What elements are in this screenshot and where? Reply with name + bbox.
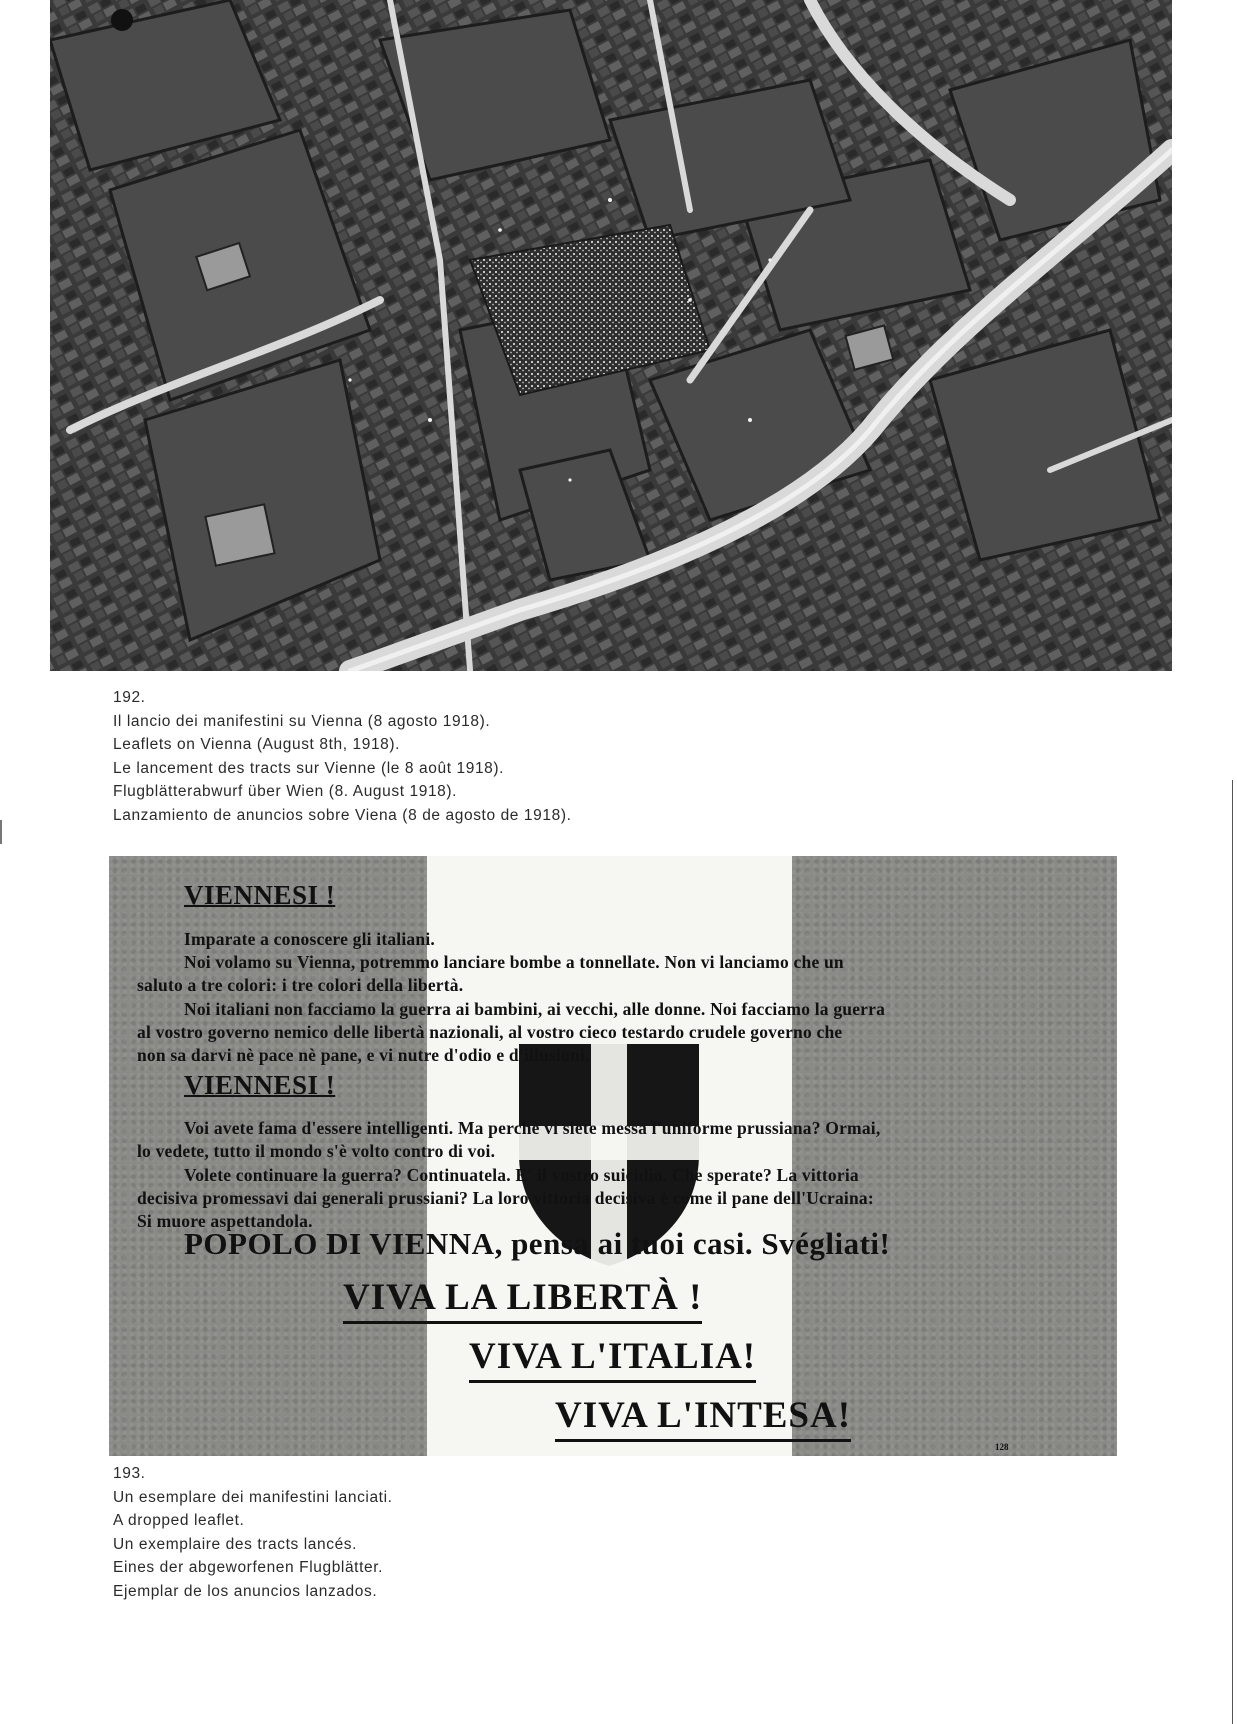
page-edge-rule xyxy=(1232,780,1233,1724)
leaflet-text-line: Si muore aspettandola. xyxy=(137,1211,313,1231)
leaflet-slogan-viva-intesa: VIVA L'INTESA! xyxy=(555,1394,851,1442)
page-edge-mark xyxy=(0,820,2,844)
figure-number: 193. xyxy=(113,1465,146,1482)
caption-line-english: Leaflets on Vienna (August 8th, 1918). xyxy=(113,736,401,753)
leaflet-text-line: Imparate a conoscere gli italiani. xyxy=(184,929,435,949)
caption-line-english: A dropped leaflet. xyxy=(113,1512,245,1529)
leaflet-text-line: non sa darvi nè pace nè pane, e vi nutre d'odio e d'illusioni. xyxy=(137,1045,590,1065)
leaflet-text-line: Voi avete fama d'essere intelligenti. Ma perchè vi siete messa l'uniforme prussiana? Ormai, xyxy=(184,1118,881,1138)
aerial-photograph-vienna xyxy=(50,0,1172,671)
leaflet-text-line: Volete continuare la guerra? Continuatela. E' il vostro suicidio. Che sperate? La vittoria xyxy=(184,1165,859,1185)
leaflet-reproduction xyxy=(109,856,1117,1456)
caption-line-spanish: Ejemplar de los anuncios lanzados. xyxy=(113,1582,378,1600)
caption-line-german: Eines der abgeworfenen Flugblätter. xyxy=(113,1559,384,1576)
leaflet-heading-viennesi-2: VIENNESI ! xyxy=(184,1070,336,1100)
leaflet-text-line: lo vedete, tutto il mondo s'è volto contro di voi. xyxy=(137,1141,496,1161)
leaflet-text-line: decisiva promessavi dai generali prussiani? La loro vittoria decisiva è come il pane dell'Ucraina: xyxy=(137,1188,874,1208)
leaflet-text-line: Noi italiani non facciamo la guerra ai bambini, ai vecchi, alle donne. Noi facciamo la guerra xyxy=(184,999,886,1019)
leaflet-slogan-viva-la-liberta: VIVA LA LIBERTÀ ! xyxy=(343,1276,702,1324)
figure-number: 192. xyxy=(113,689,146,706)
caption-line-german: Flugblätterabwurf über Wien (8. August 1918). xyxy=(113,783,458,800)
leaflet-text-line: Noi volamo su Vienna, potremmo lanciare bombe a tonnellate. Non vi lanciamo che un xyxy=(184,952,844,972)
aerial-photo-illustration xyxy=(50,0,1172,671)
caption-line-french: Le lancement des tracts sur Vienne (le 8 août 1918). xyxy=(113,759,505,777)
caption-line-italian: Il lancio dei manifestini su Vienna (8 agosto 1918). xyxy=(113,712,491,730)
caption-figure-193 xyxy=(113,1462,393,1603)
leaflet-text-line: al vostro governo nemico delle libertà nazionali, al vostro cieco testardo crudele governo che xyxy=(137,1022,843,1042)
caption-line-french: Un exemplaire des tracts lancés. xyxy=(113,1535,358,1553)
leaflet-text-line: saluto a tre colori: i tre colori della libertà. xyxy=(137,975,464,995)
caption-line-spanish: Lanzamiento de anuncios sobre Viena (8 de agosto de 1918). xyxy=(113,806,572,824)
leaflet-heading-viennesi-1: VIENNESI ! xyxy=(184,880,336,910)
leaflet-page-number: 128 xyxy=(995,1442,1009,1452)
caption-figure-192 xyxy=(113,686,571,827)
leaflet-slogan-viva-italia: VIVA L'ITALIA! xyxy=(469,1335,756,1383)
leaflet-call-popolo-di-vienna: POPOLO DI VIENNA, pensa ai tuoi casi. Svégliati! xyxy=(184,1226,891,1261)
caption-line-italian: Un esemplare dei manifestini lanciati. xyxy=(113,1488,393,1506)
leaflet-red-band xyxy=(792,856,1117,1456)
